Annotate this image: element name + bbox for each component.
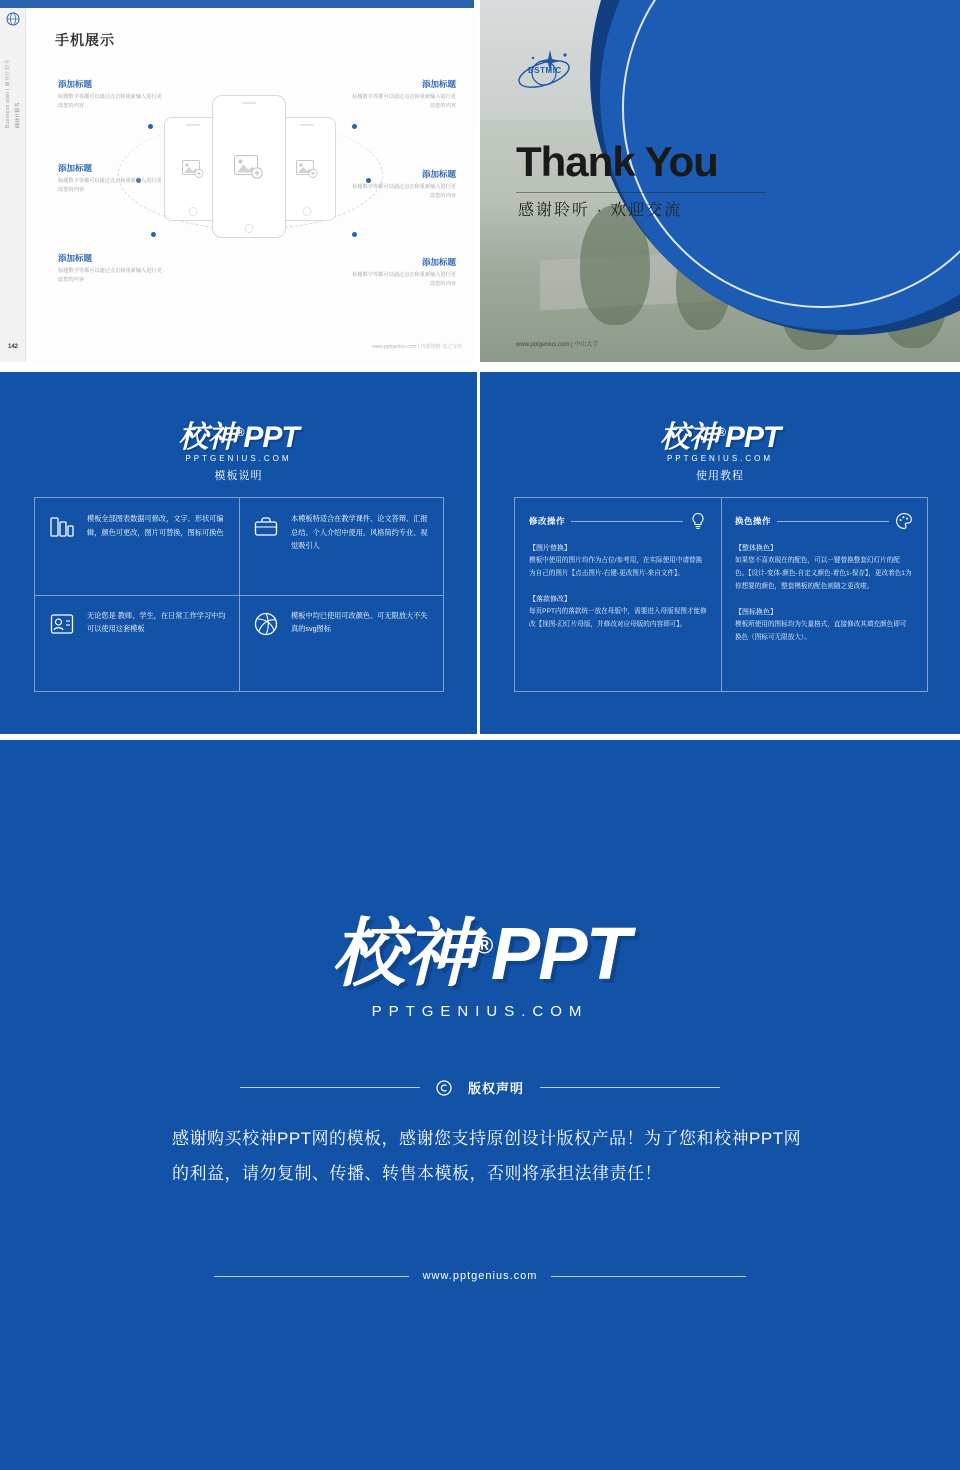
slide-template-description — [0, 372, 477, 734]
slide-title: 手机展示 — [55, 32, 115, 48]
tutorial-block — [529, 542, 707, 581]
slide-footer: www.pptgenius.com | 中山大学 — [516, 342, 599, 348]
caption-block — [352, 256, 456, 290]
phone-speaker — [242, 102, 256, 104]
thank-you-title: Thank You — [516, 138, 718, 185]
side-label-cn: 商业计划书 — [15, 102, 21, 128]
feature-text: 模板全部图表数据可修改，文字、形状可编辑，颜色可更改，图片可替换，图标可换色 — [87, 514, 224, 537]
copyright-title: 版权声明 — [467, 1081, 524, 1096]
brand-logo-text — [331, 895, 629, 1001]
block-body: 每页PPT内的落款统一放在母版中，需要进入母版视图才能修改【视图-幻灯片母版，并修改对应母版的内容即可】。 — [529, 608, 707, 629]
caption-heading: 添加标题 — [58, 253, 93, 263]
feature-cell — [239, 595, 443, 692]
brand-name-cn: 校神 — [178, 421, 237, 454]
image-placeholder-icon — [234, 155, 264, 179]
brand-logo — [178, 412, 298, 463]
caption-heading: 添加标题 — [58, 163, 93, 173]
slide-top-accent-bar — [0, 0, 477, 8]
caption-block — [58, 252, 162, 286]
briefcase-icon — [251, 512, 281, 542]
copyright-icon — [436, 1080, 452, 1096]
brand-name-ppt: PPT — [243, 421, 299, 454]
block-body: 模板中使用的图片均作为占位/参考用，在实际使用中请替换为自己的图片【点击图片-右键-更改图片-来自文件】。 — [529, 557, 703, 578]
registered-mark: ® — [717, 427, 725, 439]
globe-icon — [6, 12, 20, 26]
caption-block — [352, 78, 456, 112]
caption-heading: 添加标题 — [58, 79, 93, 89]
block-body: 模板所使用的图标均为矢量格式，直接修改其填充颜色即可换色（图标可无限放大）。 — [735, 621, 907, 641]
caption-block — [352, 168, 456, 202]
connector-node — [352, 232, 357, 237]
lightbulb-icon — [689, 512, 707, 530]
block-title: 【图片替换】 — [529, 545, 571, 552]
header-rule — [571, 521, 683, 522]
slide-copyright — [0, 740, 960, 1470]
phone-mockup-right — [278, 117, 336, 221]
phone-home-button — [245, 224, 254, 233]
chart-icon — [47, 512, 77, 542]
copyright-heading-row — [0, 1078, 960, 1097]
side-label-en: Business plan | 商业计划书 — [5, 59, 11, 128]
brand-logo — [660, 412, 780, 463]
caption-heading: 添加标题 — [421, 79, 456, 89]
slide-footnote: www.pptgenius.com | 内部资料 仅之分传 — [372, 344, 462, 350]
phone-speaker — [186, 124, 200, 126]
caption-heading: 添加标题 — [421, 257, 456, 267]
feature-grid — [34, 497, 444, 692]
slide-phone-showcase — [0, 0, 477, 362]
copyright-body: 感谢购买校神PPT网的模板，感谢您支持原创设计版权产品！为了您和校神PPT网的利益，请勿复制、传播、转售本模板，否则将承担法律责任！ — [172, 1129, 802, 1183]
tutorial-block — [529, 593, 707, 632]
phone-speaker — [300, 124, 314, 126]
slide-tutorial — [480, 372, 960, 734]
caption-body: 标题数字等都可以通过点击和重新输入进行更改您的内容 — [58, 178, 162, 194]
column-title: 修改操作 — [529, 516, 566, 526]
phone-home-button — [303, 207, 312, 216]
tutorial-block — [735, 606, 913, 645]
divider-right — [551, 1276, 746, 1277]
brand-logo-text — [178, 412, 298, 456]
slide-title: 使用教程 — [696, 470, 744, 482]
divider-right — [540, 1087, 720, 1088]
brand-name-ppt: PPT — [490, 912, 629, 995]
block-title: 【整体换色】 — [735, 545, 777, 552]
feature-cell — [239, 498, 443, 595]
slide-row-middle — [0, 372, 960, 740]
brand-name-ppt: PPT — [724, 421, 781, 454]
registered-mark: ® — [475, 932, 491, 960]
university-logo — [514, 46, 584, 94]
caption-body: 标题数字等都可以通过点击和重新输入进行更改您的内容 — [352, 184, 456, 200]
brand-logo-subtext: PPTGENIUS.COM — [666, 454, 774, 463]
tutorial-column-recolor — [721, 498, 927, 691]
feature-text: 本模板特适合在教学课件、论文答辩、汇报总结、个人介绍中使用。风格简约专业、视觉吸引人 — [291, 514, 428, 551]
caption-body: 标题数字等都可以通过点击和重新输入进行更改您的内容 — [58, 94, 162, 110]
caption-block — [58, 78, 162, 112]
connector-node — [352, 124, 357, 129]
block-title: 【落款修改】 — [529, 595, 571, 603]
column-header — [529, 512, 707, 530]
image-placeholder-icon — [182, 160, 204, 178]
tutorial-block — [735, 542, 913, 594]
caption-body: 标题数字等都可以通过点击和重新输入进行更改您的内容 — [352, 272, 456, 288]
slide-title: 模板说明 — [214, 470, 263, 482]
header-rule — [777, 521, 889, 522]
brand-name-cn: 校神 — [331, 912, 476, 995]
registered-mark: ® — [236, 427, 244, 439]
image-placeholder-icon — [296, 160, 318, 178]
connector-node — [148, 124, 153, 129]
brand-logo-text — [660, 412, 780, 456]
caption-heading: 添加标题 — [421, 169, 456, 179]
connector-node — [151, 232, 156, 237]
divider-left — [240, 1087, 420, 1088]
brand-logo-large — [331, 895, 629, 1020]
basketball-icon — [251, 609, 281, 639]
caption-block — [58, 162, 162, 196]
brand-logo-subtext: PPTGENIUS.COM — [371, 1003, 589, 1020]
slide-thank-you — [480, 0, 960, 362]
tutorial-panel — [514, 497, 928, 692]
block-body: 如果您不喜欢现在的配色，可以一键替换整套幻灯片的配色。【设计-变体-颜色-自定义颜色-着色1-保存】，更改着色1为你想要的颜色，整套模板的配色则随之更改啦。 — [735, 557, 912, 590]
copyright-footer-row — [0, 1270, 960, 1282]
feature-text: 无论您是 教师、学生，在日常工作学习中均可以使用这套模板 — [87, 610, 226, 634]
brand-name-cn: 校神 — [659, 421, 718, 454]
tutorial-column-edit — [515, 498, 721, 691]
phone-mockup-group — [160, 95, 340, 245]
feature-cell — [35, 498, 239, 595]
feature-text: 模板中均已使用可改颜色、可无限放大不失真的svg图标 — [291, 610, 428, 634]
slide-side-strip — [0, 8, 26, 362]
caption-body: 标题数字等都可以通过点击和重新输入进行更改您的内容 — [58, 268, 162, 284]
caption-body: 标题数字等都可以通过点击和重新输入进行更改您的内容 — [352, 94, 456, 110]
page-number: 142 — [8, 344, 19, 350]
palette-icon — [895, 512, 913, 530]
website-url: www.pptgenius.com — [422, 1270, 538, 1282]
block-title: 【图标换色】 — [735, 608, 777, 616]
thank-you-subtitle: 感谢聆听 · 欢迎交流 — [518, 202, 683, 219]
phone-home-button — [189, 207, 198, 216]
university-logo-text: BSTMIC — [528, 66, 562, 75]
feature-cell — [35, 595, 239, 692]
user-card-icon — [47, 609, 77, 639]
divider-left — [214, 1276, 409, 1277]
column-header — [735, 512, 913, 530]
slide-row-top — [0, 0, 960, 368]
column-title: 换色操作 — [735, 516, 772, 526]
title-divider — [516, 192, 766, 193]
phone-mockup-center — [212, 95, 286, 238]
brand-logo-subtext: PPTGENIUS.COM — [185, 454, 292, 463]
